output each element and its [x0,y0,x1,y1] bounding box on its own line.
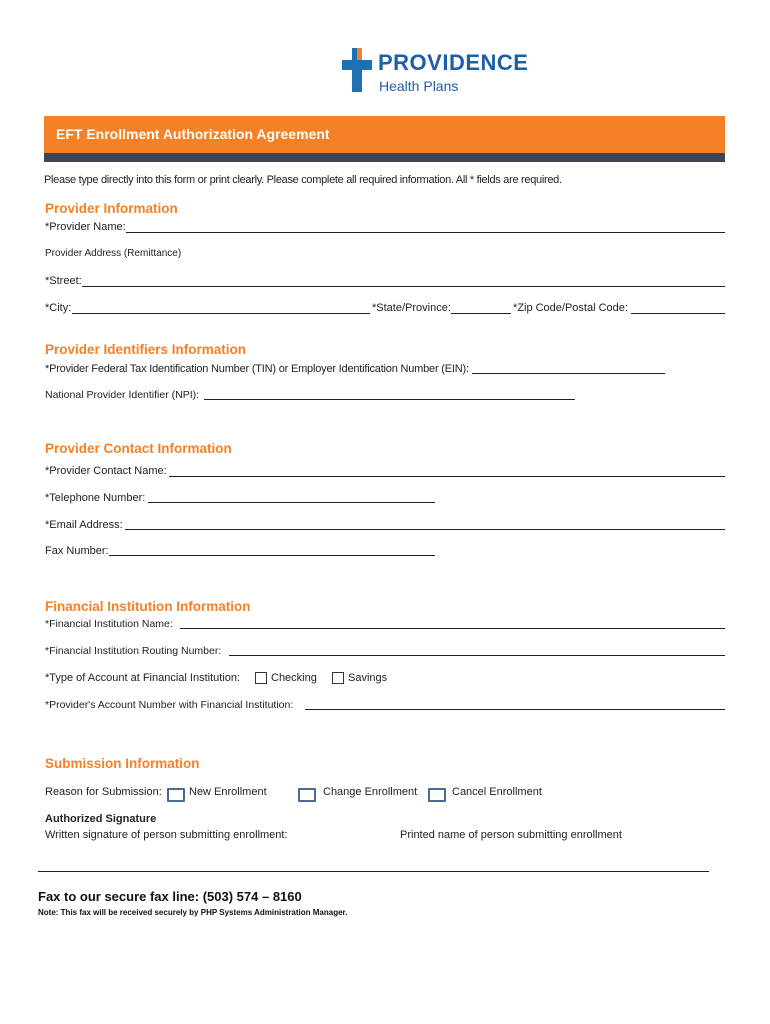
contact-name-field[interactable] [169,476,725,477]
savings-label: Savings [348,672,388,684]
provider-name-label: *Provider Name: [45,221,126,233]
new-enrollment-label: New Enrollment [189,786,267,798]
city-label: *City: [45,302,72,314]
section-heading-financial: Financial Institution Information [45,599,251,614]
routing-number-label: *Financial Institution Routing Number: [45,645,222,657]
checking-checkbox[interactable] [255,672,267,684]
section-heading-provider: Provider Information [45,201,178,216]
written-signature-label: Written signature of person submitting enrollment: [45,829,288,841]
fax-number-field[interactable] [109,555,435,556]
signature-line[interactable] [38,871,709,872]
logo [342,48,542,98]
account-number-field[interactable] [305,709,725,710]
authorized-signature-heading: Authorized Signature [45,813,157,825]
email-field[interactable] [125,529,725,530]
phone-label: *Telephone Number: [45,492,146,504]
change-enrollment-label: Change Enrollment [323,786,418,798]
fax-number-label: Fax Number: [45,545,109,557]
title-banner [44,116,725,153]
street-field[interactable] [82,286,725,287]
providence-cross-icon [342,48,372,92]
email-label: *Email Address: [45,519,123,531]
provider-address-label: Provider Address (Remittance) [45,248,182,259]
institution-name-field[interactable] [180,628,725,629]
contact-name-label: *Provider Contact Name: [45,465,167,477]
npi-field[interactable] [204,399,575,400]
cancel-enrollment-checkbox[interactable] [428,788,446,802]
fax-note: Note: This fax will be received securely by PHP Systems Administration Manager. [38,908,348,917]
npi-label: National Provider Identifier (NPI): [45,389,200,401]
phone-field[interactable] [148,502,435,503]
zip-field[interactable] [631,313,725,314]
section-heading-contact: Provider Contact Information [45,441,232,456]
institution-name-label: *Financial Institution Name: [45,618,173,630]
savings-checkbox[interactable] [332,672,344,684]
account-type-label: *Type of Account at Financial Institution: [45,672,241,684]
instructions-text: Please type directly into this form or print clearly. Please complete all required information. All * fields are required. [44,174,562,186]
city-field[interactable] [72,313,370,314]
banner-title: EFT Enrollment Authorization Agreement [56,126,330,142]
tin-label: *Provider Federal Tax Identification Number (TIN) or Employer Identification Number (EIN): [45,363,469,375]
brand-subtitle: Health Plans [379,78,459,94]
new-enrollment-checkbox[interactable] [167,788,185,802]
provider-name-field[interactable] [126,232,725,233]
checking-label: Checking [271,672,317,684]
routing-number-field[interactable] [229,655,725,656]
account-number-label: *Provider's Account Number with Financial Institution: [45,699,294,711]
change-enrollment-checkbox[interactable] [298,788,316,802]
cancel-enrollment-label: Cancel Enrollment [452,786,542,798]
street-label: *Street: [45,275,82,287]
banner-underline [44,153,725,162]
section-heading-submission: Submission Information [45,756,200,771]
reason-label: Reason for Submission: [45,786,162,798]
fax-line: Fax to our secure fax line: (503) 574 – 8160 [38,889,302,904]
state-field[interactable] [451,313,511,314]
tin-field[interactable] [472,373,665,374]
state-label: *State/Province: [372,302,451,314]
zip-label: *Zip Code/Postal Code: [513,302,628,314]
section-heading-identifiers: Provider Identifiers Information [45,342,247,357]
brand-name: PROVIDENCE [378,50,529,75]
printed-name-label: Printed name of person submitting enrollment [400,829,622,841]
